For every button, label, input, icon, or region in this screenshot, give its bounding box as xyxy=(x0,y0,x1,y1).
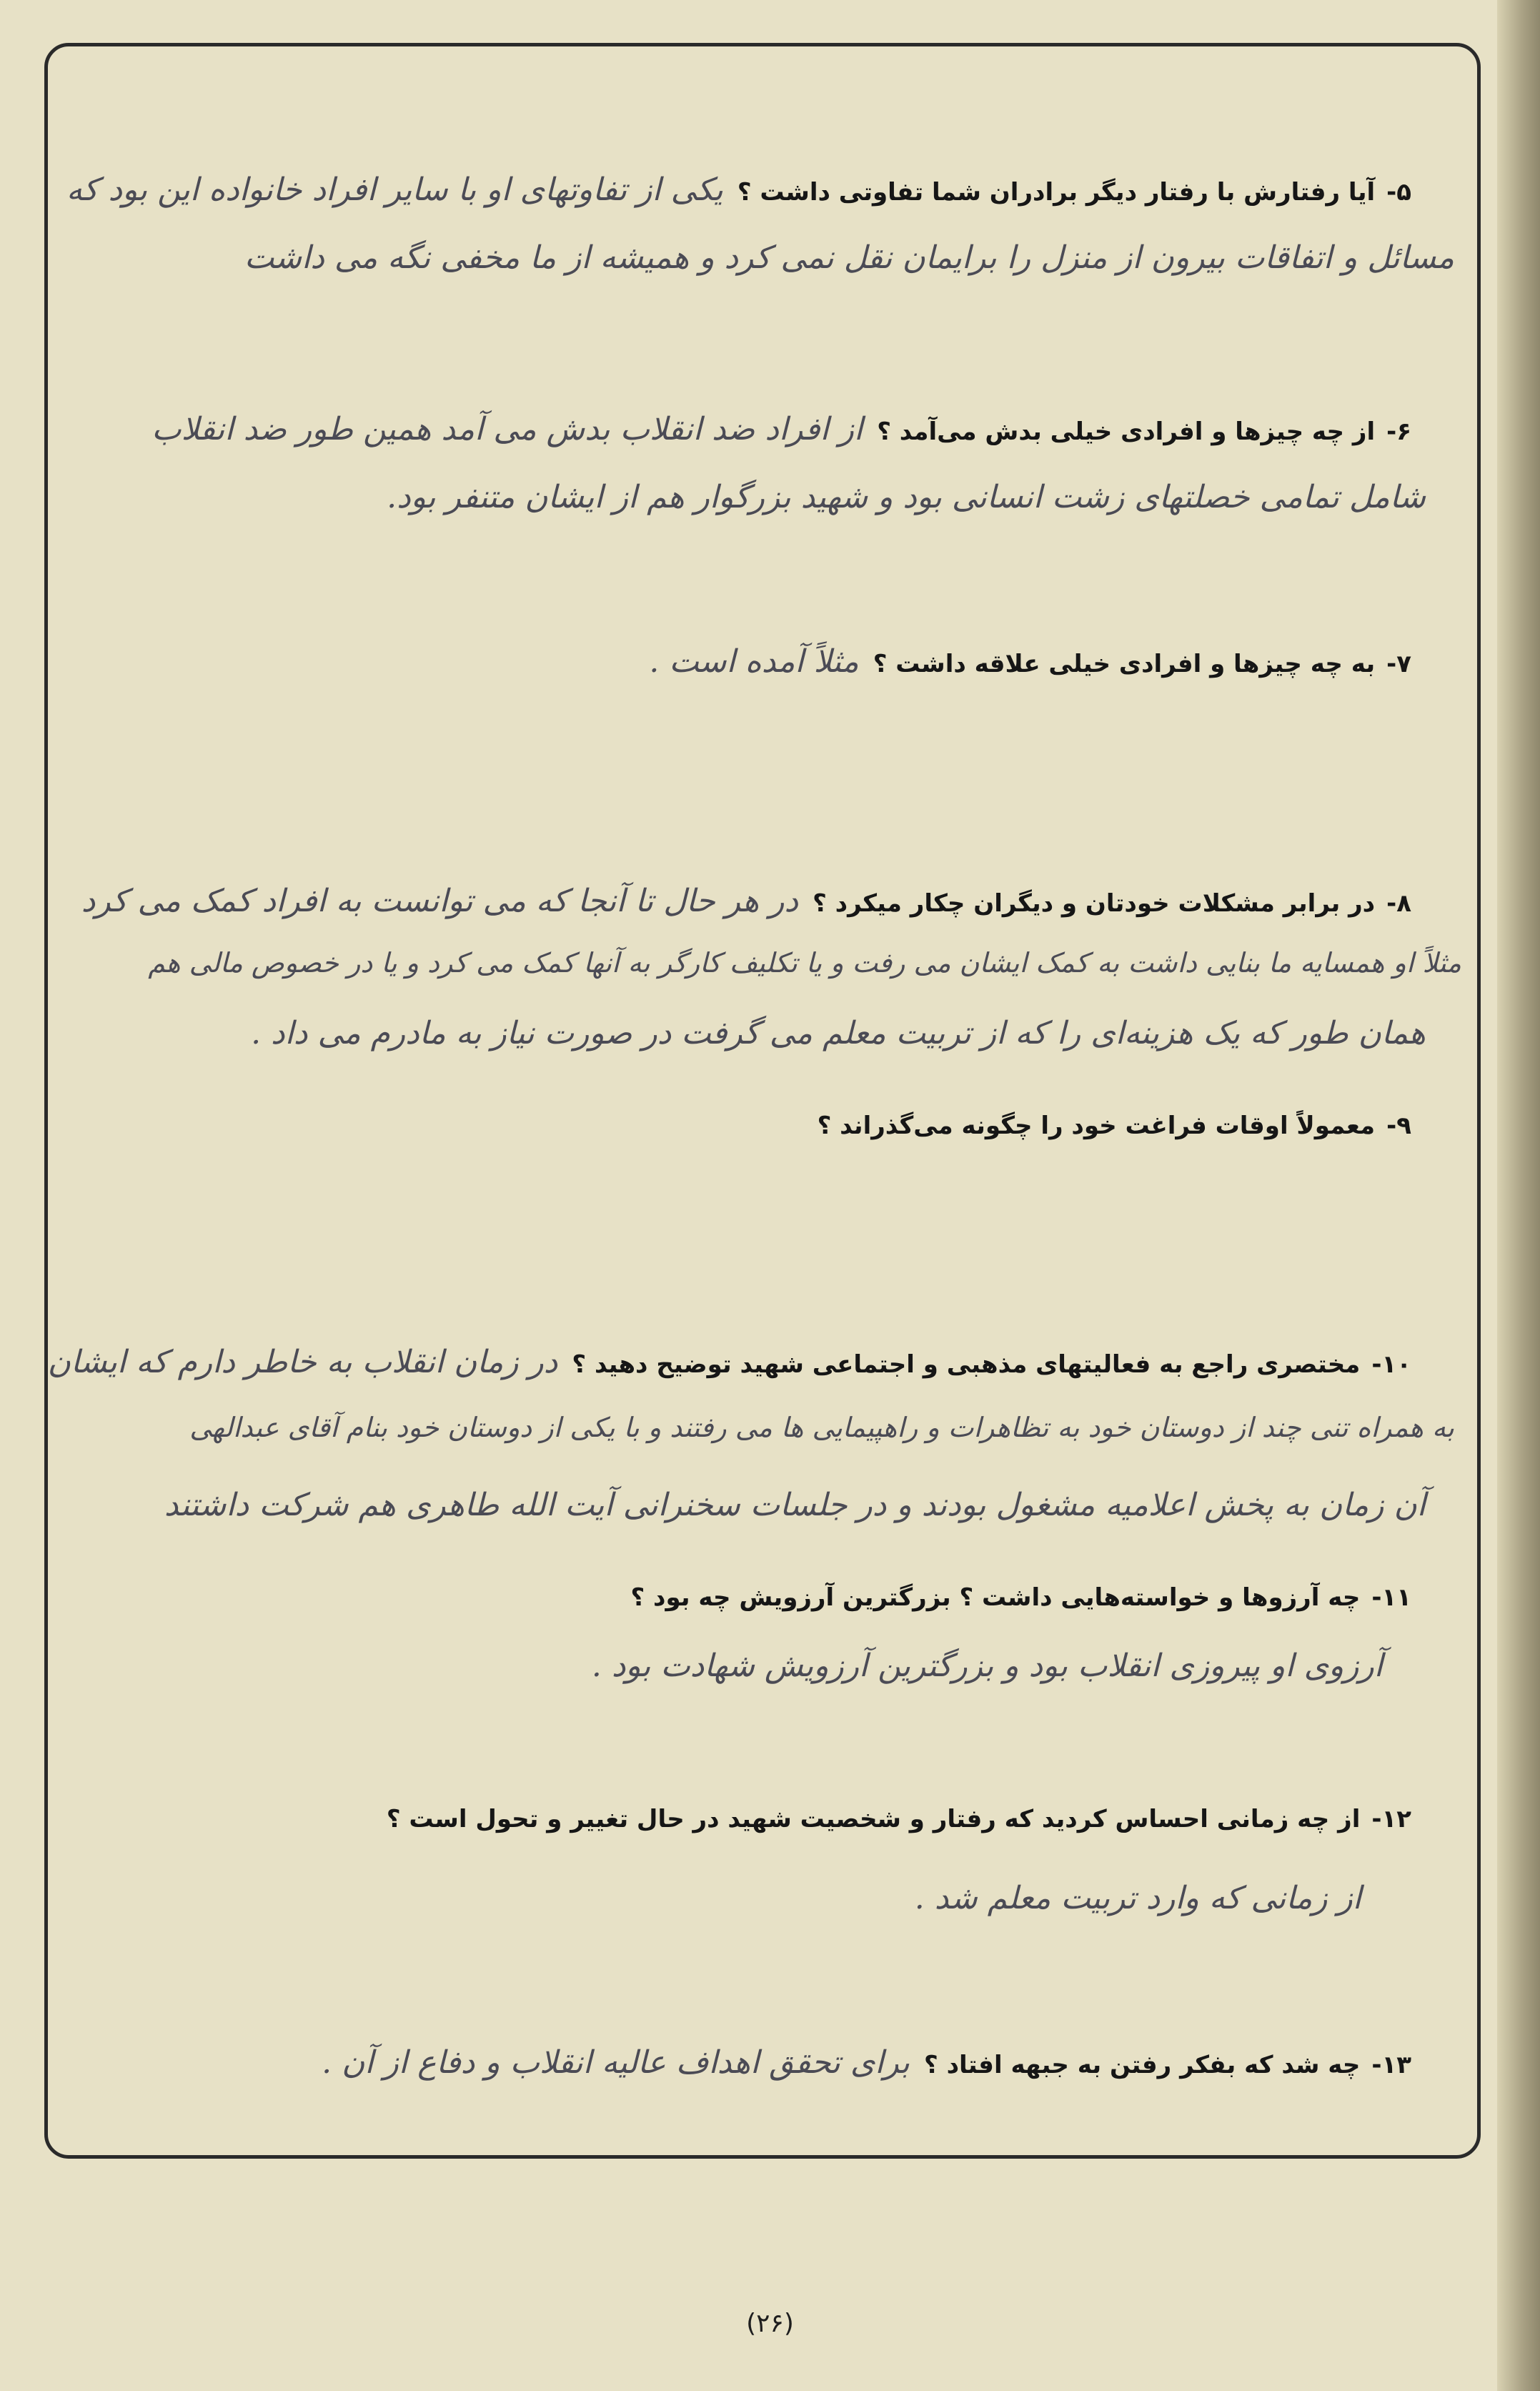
page-frame xyxy=(44,43,1481,2159)
question-number: ۱۳- xyxy=(1371,2051,1411,2079)
question-text: آیا رفتارش با رفتار دیگر برادران شما تفاوتی داشت ؟ xyxy=(737,178,1376,207)
question-text: مختصری راجع به فعالیتهای مذهبی و اجتماعی شهید توضیح دهید ؟ xyxy=(572,1350,1361,1379)
question-text: به چه چیزها و افرادی خیلی علاقه داشت ؟ xyxy=(873,650,1376,678)
question-5 xyxy=(66,172,1411,208)
question-7 xyxy=(649,643,1411,680)
question-text: چه آرزوها و خواسته‌هایی داشت ؟ بزرگترین آرزویش چه بود ؟ xyxy=(630,1583,1361,1612)
question-number: ۸- xyxy=(1386,889,1411,918)
question-text: از چه چیزها و افرادی خیلی بدش می‌آمد ؟ xyxy=(877,417,1376,446)
answer-line: شامل تمامی خصلتهای زشت انسانی بود و شهید بزرگوار هم از ایشان متنفر بود. xyxy=(387,479,1426,515)
question-number: ۹- xyxy=(1386,1112,1411,1140)
page-number: (۲۶) xyxy=(746,2309,794,2338)
answer-line: از افراد ضد انقلاب بدش می آمد همین طور ضد انقلاب xyxy=(151,411,863,447)
question-8 xyxy=(81,883,1411,919)
question-number: ۱۱- xyxy=(1371,1583,1411,1612)
question-number: ۱۰- xyxy=(1371,1350,1411,1379)
answer-line: در زمان انقلاب به خاطر دارم که ایشان xyxy=(47,1344,558,1380)
question-number: ۱۲- xyxy=(1371,1805,1411,1833)
question-11 xyxy=(630,1583,1411,1612)
answer-line: همان طور که یک هزینه‌ای را که از تربیت معلم می گرفت در صورت نیاز به مادرم می داد . xyxy=(251,1015,1426,1051)
question-number: ۷- xyxy=(1386,650,1411,678)
answer-line: یکی از تفاوتهای او با سایر افراد خانواده این بود که xyxy=(66,172,723,208)
answer-line: مثلاً او همسایه ما بنایی داشت به کمک ایشان می رفت و یا تکلیف کارگر به آنها کمک می کرد و یا در خصوص مالی هم xyxy=(148,947,1461,979)
question-text: معمولاً اوقات فراغت خود را چگونه می‌گذراند ؟ xyxy=(817,1112,1376,1140)
question-12 xyxy=(387,1805,1411,1833)
answer-line: مسائل و اتفاقات بیرون از منزل را برایمان نقل نمی کرد و همیشه از ما مخفی نگه می داشت xyxy=(244,239,1454,276)
answer-line: به همراه تنی چند از دوستان خود به تظاهرات و راهپیمایی ها می رفتند و با یکی از دوستان خود بنام آقای عبدالهی xyxy=(189,1412,1454,1443)
answer-line: آرزوی او پیروزی انقلاب بود و بزرگترین آرزویش شهادت بود . xyxy=(591,1648,1383,1684)
question-text: در برابر مشکلات خودتان و دیگران چکار میکرد ؟ xyxy=(813,889,1376,918)
answer-line: آن زمان به پخش اعلامیه مشغول بودند و در جلسات سخنرانی آیت الله طاهری هم شرکت داشتند xyxy=(164,1487,1426,1523)
answer-line: در هر حال تا آنجا که می توانست به افراد کمک می کرد xyxy=(81,883,799,919)
question-13 xyxy=(322,2044,1411,2081)
page-edge xyxy=(1497,0,1540,2391)
question-9 xyxy=(818,1112,1411,1140)
question-10 xyxy=(48,1344,1411,1380)
question-text: چه شد که بفکر رفتن به جبهه افتاد ؟ xyxy=(924,2051,1361,2079)
answer-line: مثلاً آمده است . xyxy=(649,643,859,680)
question-6 xyxy=(151,411,1411,447)
answer-line: برای تحقق اهداف عالیه انقلاب و دفاع از آن . xyxy=(322,2044,910,2081)
answer-line: از زمانی که وارد تربیت معلم شد . xyxy=(914,1880,1361,1916)
question-number: ۶- xyxy=(1386,417,1411,446)
question-text: از چه زمانی احساس کردید که رفتار و شخصیت شهید در حال تغییر و تحول است ؟ xyxy=(386,1805,1361,1833)
question-number: ۵- xyxy=(1386,178,1411,207)
